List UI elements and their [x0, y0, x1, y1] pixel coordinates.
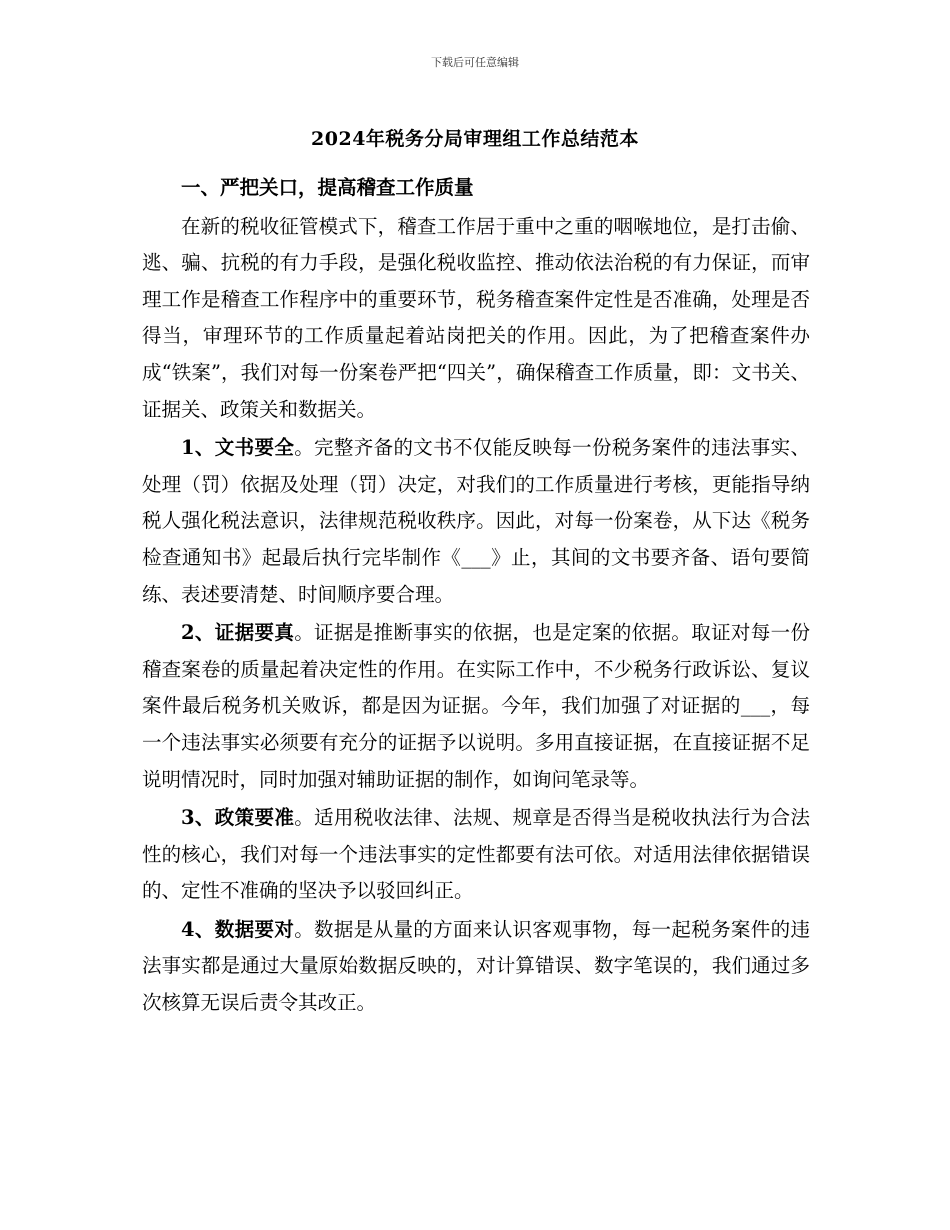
- page-header-note: 下载后可任意编辑: [431, 56, 519, 69]
- point-paragraph-documents: [142, 430, 810, 613]
- intro-paragraph: 在新的税收征管模式下，稽查工作居于重中之重的咽喉地位，是打击偷、逃、骗、抗税的有力手段，是强化税收监控、推动依法治税的有力保证，而审理工作是稽查工作程序中的重要环节，税务稽查案件定性是否准确，处理是否得当，审理环节的工作质量起着站岗把关的作用。因此，为了把稽查案件办成“铁案”，我们对每一份案卷严把“四关”，确保稽查工作质量，即：文书关、证据关、政策关和数据关。: [142, 214, 810, 421]
- document-body: [142, 170, 810, 1022]
- point-paragraph-data: [142, 912, 810, 1022]
- point-text-data: 。数据是从量的方面来认识客观事物，每一起税务案件的违法事实都是通过大量原始数据反映的，对计算错误、数字笔误的，我们通过多次核算无误后责令其改正。: [142, 917, 810, 1015]
- point-lead-policy: 3、政策要准: [181, 806, 295, 830]
- point-text-evidence: 。证据是推断事实的依据，也是定案的依据。取证对每一份稽查案卷的质量起着决定性的作用。在实际工作中，不少税务行政诉讼、复议案件最后税务机关败诉，都是因为证据。今年，我们加强了对证据的___，每一个违法事实必须要有充分的证据予以说明。多用直接证据，在直接证据不足说明情况时，同时加强对辅助证据的制作，如询问笔录等。: [142, 621, 810, 791]
- point-paragraph-policy: [142, 800, 810, 910]
- point-paragraph-evidence: [142, 615, 810, 798]
- point-text-policy: 。适用税收法律、法规、规章是否得当是税收执法行为合法性的核心，我们对每一个违法事实的定性都要有法可依。对适用法律依据错误的、定性不准确的坚决予以驳回纠正。: [142, 806, 810, 903]
- section-heading: 一、严把关口，提高稽查工作质量: [181, 176, 474, 199]
- point-lead-documents: 1、文书要全: [181, 436, 295, 460]
- point-lead-evidence: 2、证据要真: [181, 621, 295, 645]
- document-title: 2024年税务分局审理组工作总结范本: [311, 128, 639, 150]
- point-lead-data: 4、数据要对: [181, 917, 295, 941]
- point-text-documents: 。完整齐备的文书不仅能反映每一份税务案件的违法事实、处理（罚）依据及处理（罚）决定，对我们的工作质量进行考核，更能指导纳税人强化税法意识，法律规范税收秩序。因此，对每一份案卷，从下达《税务检查通知书》起最后执行完毕制作《___》止，其间的文书要齐备、语句要简练、表述要清楚、时间顺序要合理。: [142, 436, 810, 606]
